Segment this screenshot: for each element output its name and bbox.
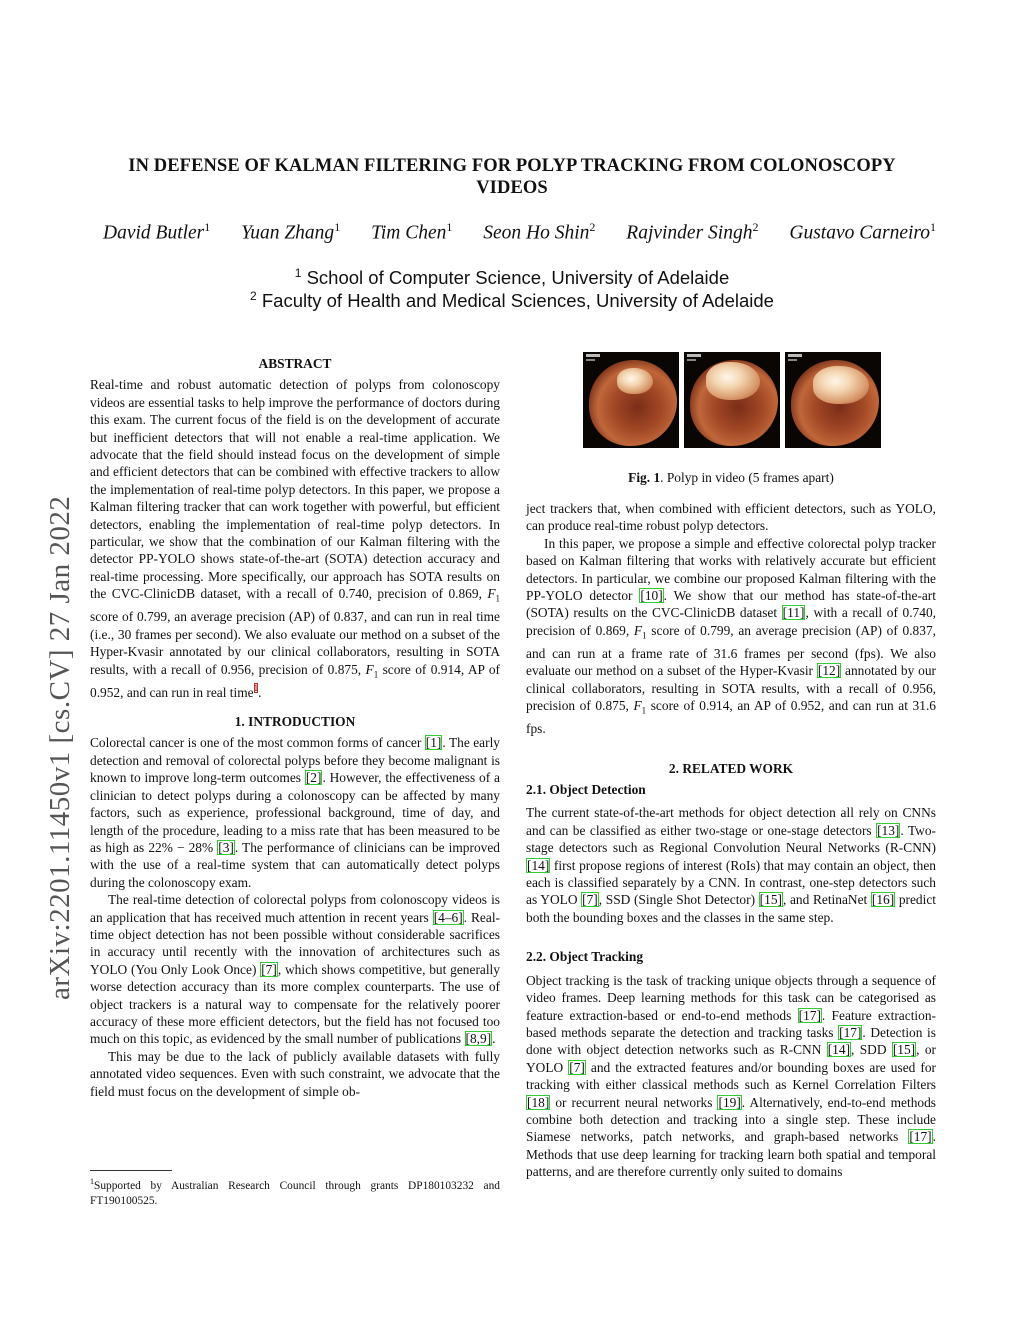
arxiv-stamp[interactable]: arXiv:2201.11450v1 [cs.CV] 27 Jan 2022 <box>44 495 76 1000</box>
intro-paragraph-2: The real-time detection of colorectal polyps from colonoscopy videos is an application that has received much attention in recent years [4–6]. Real-time object detection has not been possible without considerable sacrifices in accuracy until recently with the innovation of architectures such as YOLO (You Only Look Once) [7], which shows competitive, but generally worse detection accuracy than its more complex counterparts. The use of object trackers is a natural way to compensate for the relatively poorer accuracy of these more efficient detectors, but the field has not focused too much on this topic, as evidenced by the small number of publications [8,9]. <box>90 892 500 1047</box>
citation-link[interactable]: [17] <box>909 1129 932 1145</box>
intro-paragraph-3: This may be due to the lack of publicly available datasets with fully annotated video sequences. Even with such constraint, we advocate that the field must focus on the development of simple ob- <box>90 1048 500 1099</box>
affiliation-1: $^1$ School of Computer Science, University of Adelaide <box>294 266 730 289</box>
citation-link[interactable]: [4–6] <box>433 909 463 925</box>
citation-link[interactable]: [3] <box>218 839 234 855</box>
citation-link[interactable]: [7] <box>261 961 277 977</box>
author: Rajvinder Singh$^2$ <box>626 220 759 244</box>
abstract-heading: ABSTRACT <box>258 356 332 371</box>
citation-link[interactable]: [7] <box>582 892 598 908</box>
footnote-link[interactable]: 1 <box>253 683 259 694</box>
citation-link[interactable]: [15] <box>892 1042 916 1058</box>
citation-link[interactable]: [16] <box>871 892 895 908</box>
title-line-1: IN DEFENSE OF KALMAN FILTERING FOR POLYP TRACKING FROM COLONOSCOPY <box>128 156 896 176</box>
author: Seon Ho Shin$^2$ <box>483 220 596 244</box>
footnote-rule <box>90 1170 172 1171</box>
footnote: $^1$Supported by Australian Research Council through grants DP180103232 and FT190100525. <box>90 1177 500 1207</box>
detection-paragraph: The current state-of-the-art methods for object detection all rely on CNNs and can be classified as either two-stage or one-stage detectors [13]. Two-stage detectors such as Regional Convolution Neural Networks (R-CNN) [14] first propose regions of interest (RoIs) that may contain an object, then each is classified separately by a CNN. In contrast, one-step detectors such as YOLO [7], SSD (Single Shot Detector) [15], and RetinaNet [16] predict both the bounding boxes and the classes in the same step. <box>526 805 937 925</box>
author: Tim Chen$^1$ <box>371 220 453 244</box>
author-list <box>90 220 937 245</box>
related-work-heading: 2. RELATED WORK <box>668 760 794 776</box>
introduction-heading: 1. INTRODUCTION <box>234 714 356 730</box>
citation-link[interactable]: [17] <box>839 1024 862 1040</box>
title-line-2: VIDEOS <box>476 178 548 198</box>
citation-link[interactable]: [14] <box>827 1042 851 1058</box>
subsection-object-detection: 2.1. Object Detection <box>526 782 646 798</box>
tracking-paragraph: Object tracking is the task of tracking unique objects through a sequence of video frames. Deep learning methods for this task can be categorised as feature extraction-based or end-to-end methods [17]. Feature extraction-based methods separate the detection and tracking tasks [17]. Detection is done with object detection networks such as R-CNN [14], SDD [15], or YOLO [7] and the extracted features and/or bounding boxes are used for tracking with either classical methods such as Kernel Correlation Filters [18] or recurrent neural networks [19]. Alternatively, end-to-end methods combine both detection and tracking into a single step. These include Siamese networks, patch networks, and graph-based networks [17]. Methods that use deep learning for tracking learn both spatial and temporal patterns, and are therefore currently only suited to domains <box>526 972 937 1180</box>
intro-paragraph-1: Colorectal cancer is one of the most common forms of cancer [1]. The early detection and removal of colorectal polyps before they become malignant is known to improve long-term outcomes [2]. However, the effectiveness of a clinician to detect polyps during a colonoscopy can be affected by many factors, such as experience, professional background, time of day, and length of the procedure, leading to a miss rate that has been measured to be as high as 22% − 28% [3]. The performance of clinicians can be improved with the use of a real-time system that can automatically detect polyps during the colonoscopy exam. <box>90 735 500 890</box>
intro-paragraph-4: In this paper, we propose a simple and effective colorectal polyp tracker based on Kalman filtering that works with relatively accurate but efficient detectors. In particular, we combine our proposed Kalman filtering with the PP-YOLO detector [10]. We show that our method has state-of-the-art (SOTA) results on the CVC-ClinicDB dataset [11], with a recall of 0.740, precision of 0.869, $F_1$ score of 0.799, an average precision (AP) of 0.837, and can run at a frame rate of 31.6 frames per second (fps). We also evaluate our method on a subset of the Hyper-Kvasir [12] annotated by our clinical collaborators, resulting in SOTA results, with a recall of 0.956, precision of 0.875, $F_1$ score of 0.914, an AP of 0.952, and can run at 31.6 fps. <box>526 535 936 737</box>
citation-link[interactable]: [1] <box>425 735 442 751</box>
author: David Butler$^1$ <box>103 220 211 244</box>
citation-link[interactable]: [11] <box>782 605 805 621</box>
video-frame-3 <box>785 352 881 448</box>
citation-link[interactable]: [7] <box>569 1059 585 1075</box>
left-column <box>90 355 500 1100</box>
intro-paragraph-3-cont: ject trackers that, when combined with efficient detectors, such as YOLO, can produce real-time robust polyp detectors. <box>526 501 936 534</box>
citation-link[interactable]: [18] <box>527 1094 550 1110</box>
citation-link[interactable]: [14] <box>527 857 550 873</box>
figure-caption: Fig. 1. Polyp in video (5 frames apart) <box>628 470 834 485</box>
subsection-object-tracking: 2.2. Object Tracking <box>526 949 644 965</box>
affiliation-2: $^2$ Faculty of Health and Medical Sciences, University of Adelaide <box>250 289 774 312</box>
video-frame-1 <box>583 352 679 448</box>
citation-link[interactable]: [17] <box>798 1007 821 1023</box>
citation-link[interactable]: [13] <box>877 822 900 838</box>
right-column <box>526 500 936 1181</box>
paper-title <box>90 155 934 199</box>
citation-link[interactable]: [19] <box>718 1094 741 1110</box>
author: Gustavo Carneiro$^1$ <box>789 220 937 244</box>
citation-link[interactable]: [8,9] <box>465 1031 492 1047</box>
citation-link[interactable]: [10] <box>640 588 663 604</box>
citation-link[interactable]: [2] <box>305 770 322 786</box>
figure-polyp-frames <box>583 352 881 448</box>
citation-link[interactable]: [15] <box>759 892 782 908</box>
video-frame-2 <box>684 352 780 448</box>
abstract-text: Real-time and robust automatic detection of polyps from colonoscopy videos are essential tasks to help improve the performance of doctors during this exam. The current focus of the field is on the development of accurate but inefficient detectors that will not enable a real-time application. We advocate that the field should instead focus on the development of simple and efficient detectors that can be combined with effective trackers to allow the implementation of real-time polyp detectors. In this paper, we propose a Kalman filtering tracker that can work together with powerful, but efficient detectors, enabling the implementation of real-time polyp detectors. In particular, we show that the combination of our Kalman filtering with the detector PP-YOLO shows state-of-the-art (SOTA) detection accuracy and real-time processing. More specifically, our approach has SOTA results on the CVC-ClinicDB dataset, with a recall of 0.740, precision of 0.869, $F_1$ score of 0.799, an average precision (AP) of 0.837, and can run in real time (i.e., 30 frames per second). We also evaluate our method on a subset of the Hyper-Kvasir annotated by our clinical collaborators, resulting in SOTA results, with a recall of 0.956, precision of 0.875, $F_1$ score of 0.914, AP of 0.952, and can run in real time$^1$. <box>90 377 500 700</box>
citation-link[interactable]: [12] <box>817 663 841 679</box>
author: Yuan Zhang$^1$ <box>241 220 341 244</box>
